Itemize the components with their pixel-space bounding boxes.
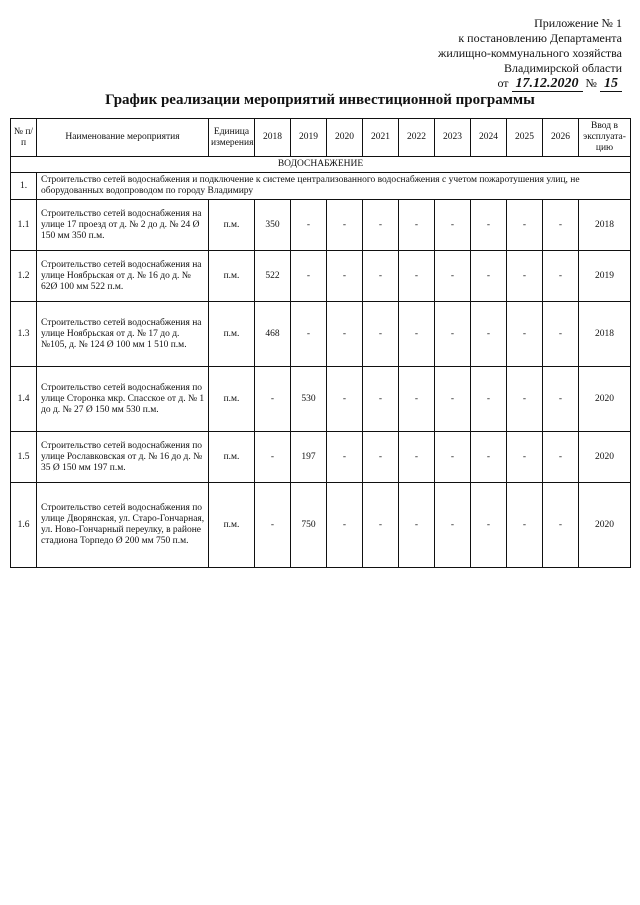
row-year-value: - [363,302,399,367]
row-year-value: - [507,367,543,432]
row-year-value: - [471,251,507,302]
header-year: 2025 [507,119,543,157]
row-year-value: - [435,483,471,568]
appendix-block [322,16,622,91]
row-year-value: - [471,432,507,483]
table-row [11,367,631,432]
header-year: 2022 [399,119,435,157]
row-year-value: - [399,483,435,568]
row-year-value: - [399,200,435,251]
row-year-value: - [435,367,471,432]
table-row [11,200,631,251]
table-row [11,302,631,367]
row-year-value: - [255,483,291,568]
row-year-value: - [399,302,435,367]
row-num: 1.3 [11,302,37,367]
row-year-value: - [435,432,471,483]
appendix-date-line [322,76,622,91]
row-unit: п.м. [209,302,255,367]
header-year: 2023 [435,119,471,157]
row-year-value: - [291,251,327,302]
row-year-value: - [327,432,363,483]
row-year-value: - [471,200,507,251]
row-year-value: - [543,251,579,302]
row-unit: п.м. [209,251,255,302]
row-num: 1.4 [11,367,37,432]
group-num: 1. [11,173,37,200]
row-year-value: - [543,483,579,568]
row-year-value: - [507,302,543,367]
row-year-value: - [399,432,435,483]
schedule-table [10,118,631,568]
row-year-value: - [507,432,543,483]
row-commission: 2020 [579,483,631,568]
row-year-value: - [507,483,543,568]
row-year-value: - [255,432,291,483]
row-year-value: - [399,251,435,302]
row-year-value: - [363,251,399,302]
number-prefix: № [585,76,597,90]
row-year-value: - [471,367,507,432]
row-year-value: - [543,200,579,251]
row-year-value: - [327,251,363,302]
row-year-value: 530 [291,367,327,432]
row-num: 1.6 [11,483,37,568]
row-year-value: - [399,367,435,432]
section-title: ВОДОСНАБЖЕНИЕ [11,157,631,173]
row-year-value: - [507,200,543,251]
row-year-value: - [327,367,363,432]
header-row [11,119,631,157]
header-year: 2020 [327,119,363,157]
row-commission: 2020 [579,367,631,432]
row-year-value: - [291,200,327,251]
decree-date: 17.12.2020 [512,76,583,92]
header-year: 2019 [291,119,327,157]
row-unit: п.м. [209,200,255,251]
group-name: Строительство сетей водоснабжения и подключение к системе централизованного водоснабжения с учетом пожаротушения улиц, не оборудованных водопроводом по городу Владимиру [37,173,631,200]
row-year-value: - [255,367,291,432]
row-name: Строительство сетей водоснабжения на улице 17 проезд от д. № 2 до д. № 24 Ø 150 мм 350 п.м. [37,200,209,251]
row-year-value: 522 [255,251,291,302]
row-name: Строительство сетей водоснабжения по улице Рославковская от д. № 16 до д. № 35 Ø 150 мм 197 п.м. [37,432,209,483]
row-year-value: - [363,432,399,483]
row-commission: 2018 [579,200,631,251]
date-prefix: от [497,76,509,90]
table-row [11,251,631,302]
row-year-value: - [363,483,399,568]
appendix-line-1: Приложение № 1 [534,16,622,30]
schedule-table-wrap [10,118,630,568]
row-unit: п.м. [209,367,255,432]
row-year-value: - [327,200,363,251]
row-year-value: - [543,302,579,367]
row-year-value: 468 [255,302,291,367]
row-year-value: 750 [291,483,327,568]
row-year-value: - [327,302,363,367]
header-num: № п/п [11,119,37,157]
row-year-value: - [363,367,399,432]
row-year-value: - [507,251,543,302]
row-unit: п.м. [209,432,255,483]
row-year-value: 350 [255,200,291,251]
header-year: 2026 [543,119,579,157]
row-year-value: - [543,367,579,432]
table-row [11,432,631,483]
row-name: Строительство сетей водоснабжения на улице Ноябрьская от д. № 16 до д. № 62Ø 100 мм 522 п.м. [37,251,209,302]
row-year-value: - [435,251,471,302]
table-row [11,483,631,568]
appendix-line-2: к постановлению Департамента [458,31,622,45]
row-year-value: - [327,483,363,568]
row-year-value: - [363,200,399,251]
appendix-line-4: Владимирской области [504,61,622,75]
row-year-value: - [471,302,507,367]
header-year: 2024 [471,119,507,157]
row-commission: 2018 [579,302,631,367]
header-year: 2021 [363,119,399,157]
header-commission: Ввод в эксплуата-цию [579,119,631,157]
row-year-value: - [471,483,507,568]
row-num: 1.1 [11,200,37,251]
row-name: Строительство сетей водоснабжения по улице Дворянская, ул. Старо-Гончарная, ул. Ново-Гончарный переулку, в районе стадиона Торпедо Ø 200 мм 750 п.м. [37,483,209,568]
row-year-value: - [291,302,327,367]
row-year-value: - [435,200,471,251]
row-name: Строительство сетей водоснабжения по улице Сторонка мкр. Спасское от д. № 1 до д. № 27 Ø 150 мм 530 п.м. [37,367,209,432]
decree-number: 15 [600,76,622,92]
header-unit: Единица измерения [209,119,255,157]
row-num: 1.2 [11,251,37,302]
table-body [11,157,631,568]
section-row [11,157,631,173]
row-year-value: - [435,302,471,367]
header-name: Наименование мероприятия [37,119,209,157]
row-num: 1.5 [11,432,37,483]
row-year-value: - [543,432,579,483]
row-commission: 2019 [579,251,631,302]
group-row [11,173,631,200]
row-commission: 2020 [579,432,631,483]
row-unit: п.м. [209,483,255,568]
header-year: 2018 [255,119,291,157]
row-year-value: 197 [291,432,327,483]
document-title: График реализации мероприятий инвестиционной программы [105,92,535,108]
appendix-line-3: жилищно-коммунального хозяйства [438,46,622,60]
row-name: Строительство сетей водоснабжения на улице Ноябрьская от д. № 17 до д. №105, д. № 124 Ø 100 мм 1 510 п.м. [37,302,209,367]
